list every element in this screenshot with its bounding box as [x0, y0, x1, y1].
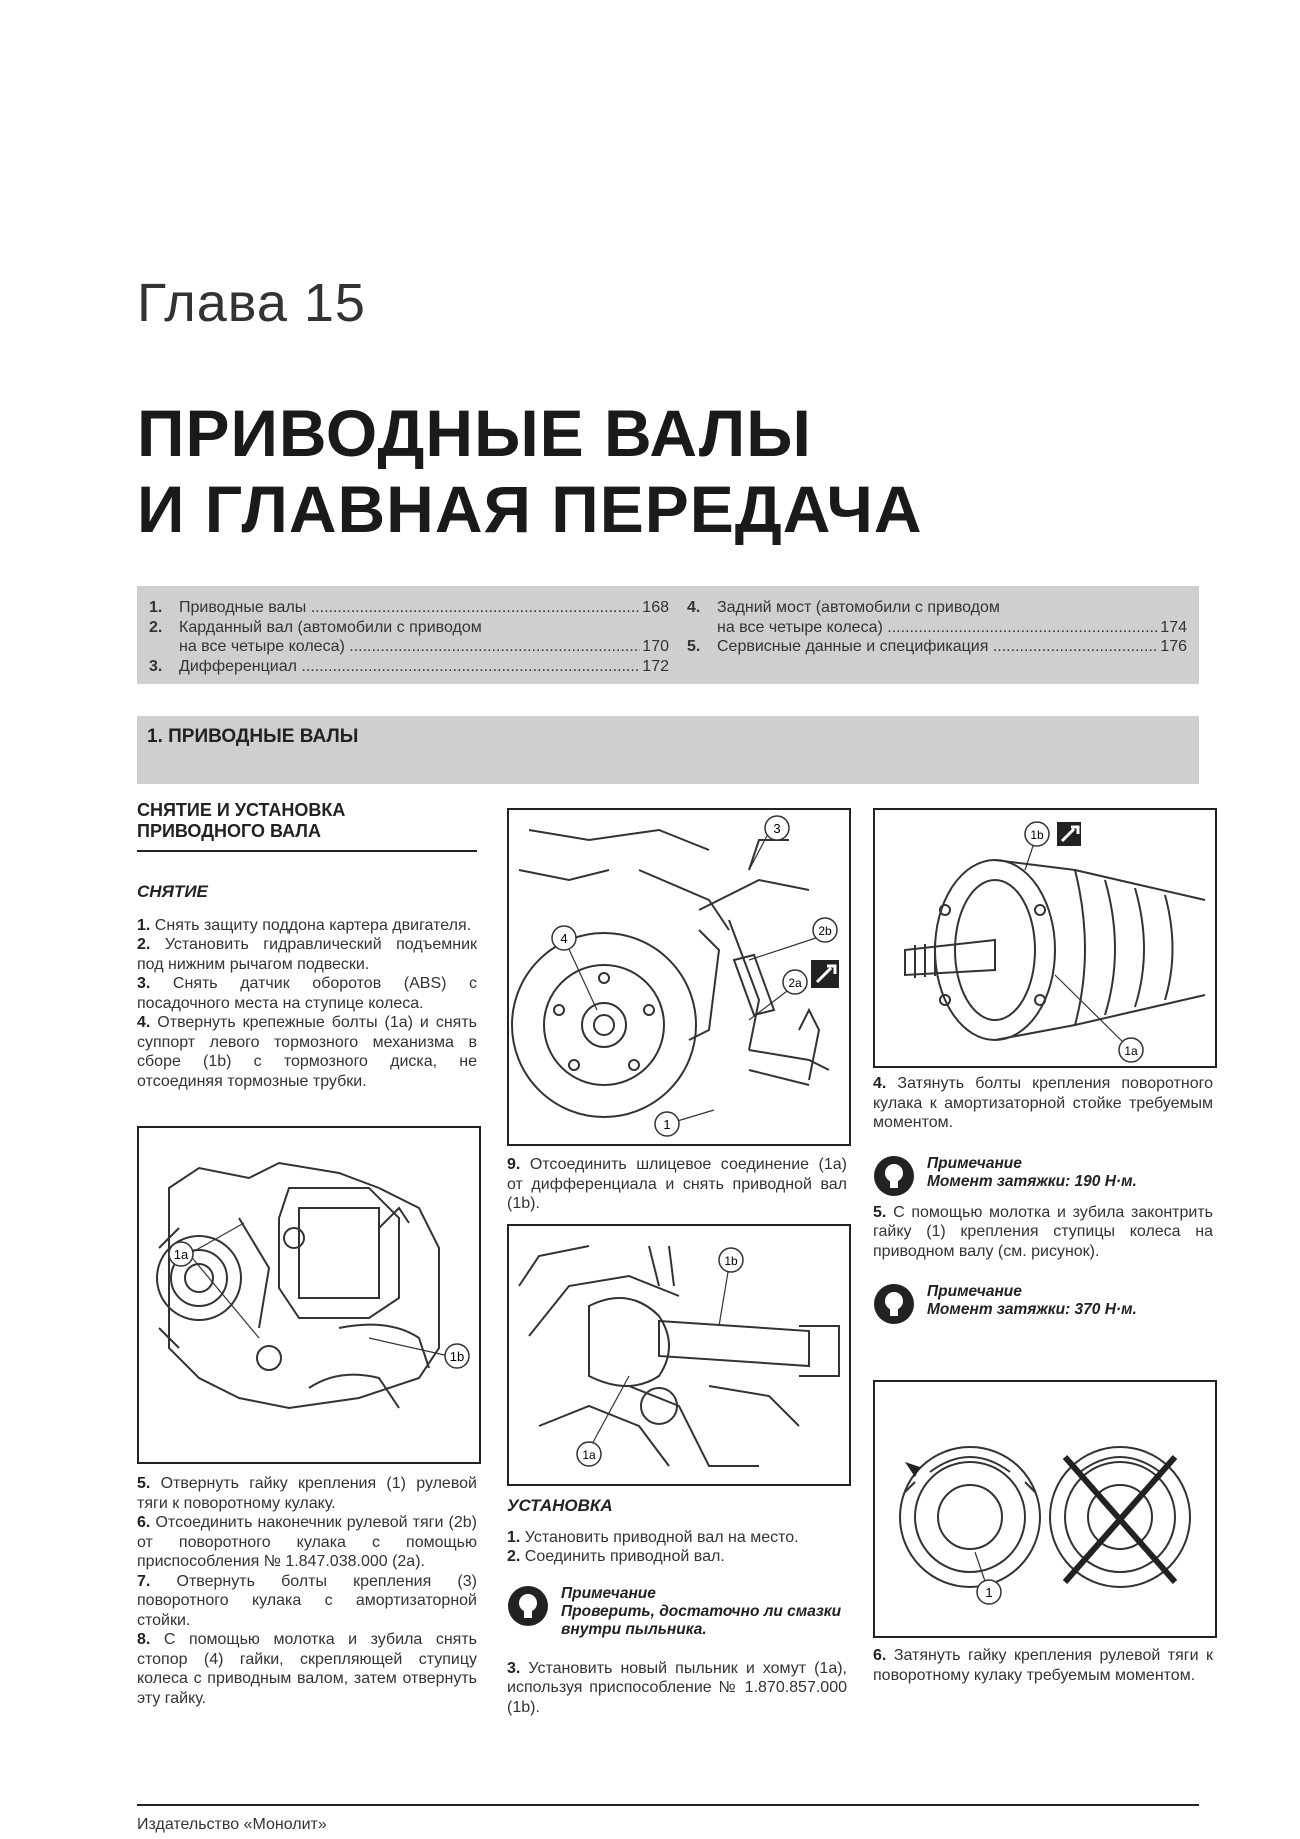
- toc-left-column: [149, 598, 669, 676]
- fig-label-4: 4: [560, 931, 568, 946]
- install-heading: УСТАНОВКА: [507, 1496, 613, 1515]
- publisher: Издательство «Монолит»: [137, 1816, 327, 1833]
- lightbulb-icon: [873, 1155, 915, 1197]
- step-7: 7. Отвернуть болты крепления (3) поворотного кулака с амортизаторной стойки.: [137, 1572, 477, 1629]
- note-torque-370: Примечание Момент затяжки: 370 Н·м.: [873, 1283, 1213, 1325]
- note-torque-190: Примечание Момент затяжки: 190 Н·м.: [873, 1155, 1213, 1197]
- fig-label-1: 1: [663, 1117, 671, 1132]
- toc-entry[interactable]: 3. Дифференциал ..... 172: [149, 657, 669, 677]
- fig-label-1: 1: [985, 1585, 993, 1600]
- chapter-label: Глава 15: [137, 273, 366, 333]
- step-1: 1. Снять защиту поддона картера двигателя.: [137, 916, 472, 934]
- note-lubrication: [507, 1585, 847, 1639]
- step-9: 9. Отсоединить шлицевое соединение (1a) от дифференциала и снять приводной вал (1b).: [507, 1156, 847, 1212]
- fig-label-1b: 1b: [724, 1254, 738, 1268]
- chapter-title: [137, 395, 922, 547]
- toc-entry[interactable]: 1. Приводные валы ..... 168: [149, 598, 669, 618]
- removal-heading: СНЯТИЕ: [137, 882, 208, 901]
- lightbulb-icon: [507, 1585, 549, 1627]
- fig-label-2a: 2a: [788, 976, 802, 990]
- toc-entry[interactable]: 2. Карданный вал (автомобили с приводом: [149, 618, 482, 636]
- column-1: [137, 800, 477, 1091]
- install-step-1: 1. Установить приводной вал на место.: [507, 1528, 799, 1546]
- figure-hub-nut: [873, 1380, 1217, 1638]
- lightbulb-icon: [873, 1283, 915, 1325]
- step-6: 6. Отсоединить наконечник рулевой тяги (2b) от поворотного кулака с помощью приспособления № 1.847.038.000 (2a).: [137, 1514, 477, 1570]
- toc-entry-continued[interactable]: на все четыре колеса) ..... 174: [687, 618, 1187, 638]
- step-4: 4. Отвернуть крепежные болты (1a) и снять суппорт левого тормозного механизма в сборе (1b) с тормозного диска, не отсоединяя тормозные трубки.: [137, 1014, 477, 1090]
- figure-brake-caliper: [137, 1126, 481, 1464]
- column-2-install: [507, 1496, 847, 1717]
- fig-label-1a: 1a: [582, 1448, 596, 1462]
- figure-cv-joint: [873, 808, 1217, 1068]
- column-3-text: [873, 1074, 1213, 1325]
- step-4-torque: 4. Затянуть болты крепления поворотного кулака к амортизаторной стойке требуемым моментом.: [873, 1075, 1214, 1131]
- note-label: Примечание: [561, 1584, 656, 1602]
- fig-label-1b: 1b: [1030, 828, 1044, 842]
- chapter-title-line1: ПРИВОДНЫЕ ВАЛЫ: [137, 396, 812, 470]
- step-8: 8. С помощью молотка и зубила снять стопор (4) гайки, скрепляющей ступицу колеса с приводным валом, затем отвернуть эту гайку.: [137, 1631, 477, 1707]
- install-step-3: 3. Установить новый пыльник и хомут (1a), используя приспособление № 1.870.857.000 (1b).: [507, 1659, 847, 1716]
- note-text: Проверить, достаточно ли смазки внутри пыльника.: [561, 1602, 842, 1638]
- footer-rule: [137, 1804, 1199, 1806]
- fig-label-1b: 1b: [449, 1349, 465, 1364]
- step-5: 5. Отвернуть гайку крепления (1) рулевой тяги к поворотному кулаку.: [137, 1475, 477, 1512]
- toc-entry-continued[interactable]: на все четыре колеса) ..... 170: [149, 637, 669, 657]
- toc-right-column: [687, 598, 1187, 657]
- column-1-continued: [137, 1474, 477, 1708]
- step-3: 3. Снять датчик оборотов (ABS) с посадочного места на ступице колеса.: [137, 975, 478, 1012]
- step-6: 6. Затянуть гайку крепления рулевой тяги к поворотному кулаку требуемым моментом.: [873, 1647, 1213, 1684]
- fig-label-2b: 2b: [818, 924, 832, 938]
- step-5-lock: 5. С помощью молотка и зубила законтрить гайку (1) крепления ступицы колеса на приводном валу (см. рисунок).: [873, 1203, 1213, 1260]
- subsection-heading: СНЯТИЕ И УСТАНОВКА ПРИВОДНОГО ВАЛА: [137, 800, 346, 841]
- chapter-title-line2: И ГЛАВНАЯ ПЕРЕДАЧА: [137, 472, 923, 546]
- fig-label-1a: 1a: [1124, 1044, 1138, 1058]
- fig-label-1a: 1a: [173, 1247, 189, 1262]
- toc-entry[interactable]: 4. Задний мост (автомобили с приводом: [687, 599, 1000, 616]
- figure-driveshaft: [507, 1224, 851, 1486]
- install-step-2: 2. Соединить приводной вал.: [507, 1548, 725, 1565]
- section-title: 1. ПРИВОДНЫЕ ВАЛЫ: [147, 726, 359, 747]
- step-2: 2. Установить гидравлический подъемник под нижним рычагом подвески.: [137, 936, 477, 973]
- section-header: [137, 716, 1199, 784]
- table-of-contents: [137, 586, 1199, 684]
- fig-label-3: 3: [773, 821, 781, 836]
- heading-rule: [137, 850, 477, 852]
- toc-entry[interactable]: 5. Сервисные данные и спецификация ..... 176: [687, 637, 1187, 657]
- figure-steering-knuckle: [507, 808, 851, 1146]
